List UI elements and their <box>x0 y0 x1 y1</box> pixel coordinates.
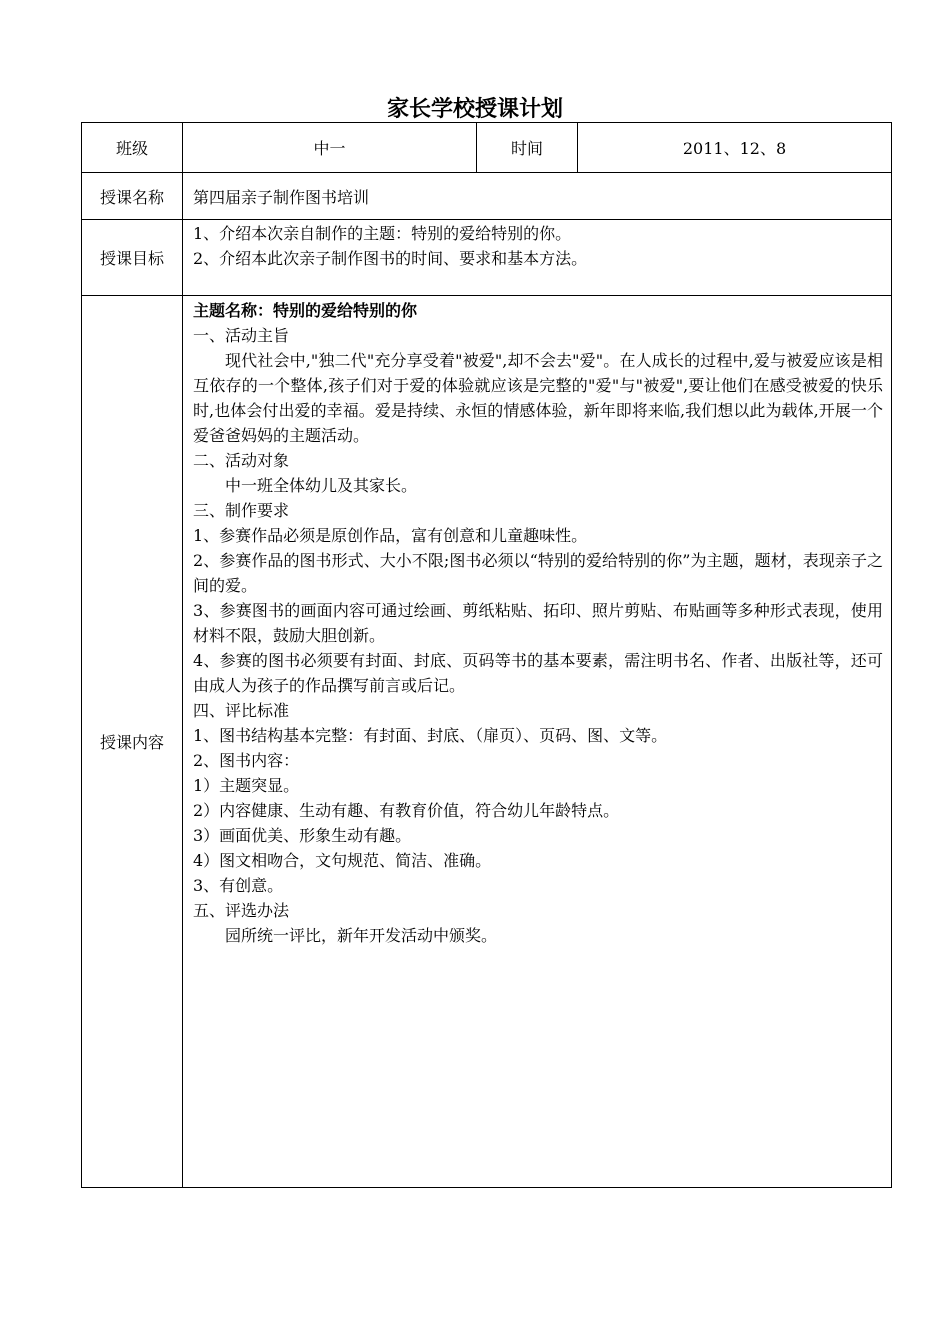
table-row-goals <box>82 220 892 296</box>
goal-line: 2、介绍本此次亲子制作图书的时间、要求和基本方法。 <box>193 249 588 268</box>
section-heading: 三、制作要求 <box>193 501 290 520</box>
content-cell <box>183 296 892 1188</box>
list-item: 3、参赛图书的画面内容可通过绘画、剪纸粘贴、拓印、照片剪贴、布贴画等多种形式表现，使用材料不限，鼓励大胆创新。 <box>193 601 883 645</box>
content-paragraph: 中一班全体幼儿及其家长。 <box>225 476 418 495</box>
list-item: 1）主题突显。 <box>193 776 300 795</box>
page-title: 家长学校授课计划 <box>386 96 563 122</box>
content-label: 授课内容 <box>82 296 183 1188</box>
section-heading: 二、活动对象 <box>193 451 290 470</box>
list-item: 2）内容健康、生动有趣、有教育价值，符合幼儿年龄特点。 <box>193 801 620 820</box>
content-paragraph: 现代社会中,"独二代"充分享受着"被爱",却不会去"爱"。在人成长的过程中,爱与被爱应该是相互依存的一个整体,孩子们对于爱的体验就应该是完整的"爱"与"被爱",要让他们在感受被爱的快乐时,也体会付出爱的幸福。爱是持续、永恒的情感体验，新年即将来临,我们想以此为载体,开展一个爱爸爸妈妈的主题活动。 <box>193 351 883 445</box>
list-item: 1、图书结构基本完整：有封面、封底、（扉页）、页码、图、文等。 <box>193 726 668 745</box>
theme-title: 主题名称：特别的爱给特别的你 <box>193 301 418 320</box>
course-name-label: 授课名称 <box>82 173 183 220</box>
goal-line: 1、介绍本次亲自制作的主题：特别的爱给特别的你。 <box>193 224 572 243</box>
table-row-course-name <box>82 173 892 220</box>
table-row-class-time <box>82 123 892 173</box>
class-label: 班级 <box>82 123 183 173</box>
list-item: 3、有创意。 <box>193 876 284 895</box>
list-item: 2、参赛作品的图书形式、大小不限;图书必须以“特别的爱给特别的你”为主题，题材，表现亲子之间的爱。 <box>193 551 883 595</box>
list-item: 2、图书内容： <box>193 751 300 770</box>
section-heading: 四、评比标准 <box>193 701 290 720</box>
goals-cell <box>183 220 892 296</box>
list-item: 3）画面优美、形象生动有趣。 <box>193 826 412 845</box>
list-item: 4）图文相吻合，文句规范、简洁、准确。 <box>193 851 492 870</box>
time-label: 时间 <box>477 123 578 173</box>
section-heading: 五、评选办法 <box>193 901 290 920</box>
course-name-value: 第四届亲子制作图书培训 <box>183 173 892 220</box>
section-heading: 一、活动主旨 <box>193 326 290 345</box>
goals-label: 授课目标 <box>82 220 183 296</box>
class-value: 中一 <box>183 123 477 173</box>
table-row-content <box>82 296 892 1188</box>
time-value: 2011、12、8 <box>578 123 892 173</box>
lesson-plan-table <box>81 122 892 1188</box>
list-item: 4、参赛的图书必须要有封面、封底、页码等书的基本要素，需注明书名、作者、出版社等，还可由成人为孩子的作品撰写前言或后记。 <box>193 651 883 695</box>
list-item: 1、参赛作品必须是原创作品，富有创意和儿童趣味性。 <box>193 526 588 545</box>
content-paragraph: 园所统一评比，新年开发活动中颁奖。 <box>225 926 498 945</box>
